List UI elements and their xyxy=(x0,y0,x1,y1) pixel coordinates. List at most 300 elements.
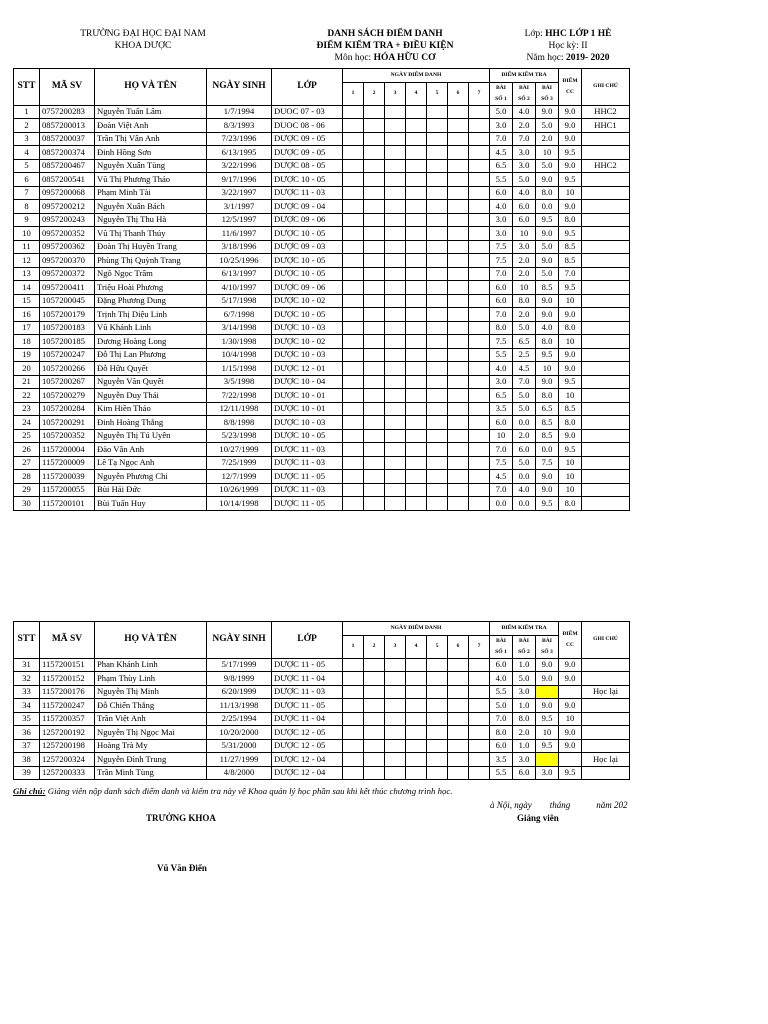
cell-attendance-day-3 xyxy=(385,200,406,214)
cell-attendance-day-1 xyxy=(343,753,364,767)
cell-test-1: 5.5 xyxy=(490,173,513,187)
cell-cc: 9.0 xyxy=(559,348,582,362)
table-row xyxy=(14,753,630,767)
cell-attendance-day-4 xyxy=(406,267,427,281)
cell-attendance-day-4 xyxy=(406,227,427,241)
cell-attendance-day-3 xyxy=(385,119,406,133)
cell-test-3: 5.0 xyxy=(536,267,559,281)
cell-test-3: 8.5 xyxy=(536,416,559,430)
cell-test-3: 0.0 xyxy=(536,443,559,457)
cell-cc: 9.0 xyxy=(559,308,582,322)
cell-class: DƯỢC 11 - 03 xyxy=(272,685,343,699)
date-year: năm 202 xyxy=(596,800,628,810)
cell-dob: 3/14/1998 xyxy=(207,321,272,335)
cell-attendance-day-1 xyxy=(343,105,364,119)
cell-dob: 6/7/1998 xyxy=(207,308,272,322)
cell-attendance-day-2 xyxy=(364,726,385,740)
cell-attendance-day-1 xyxy=(343,335,364,349)
cell-test-2: 8.0 xyxy=(513,294,536,308)
cell-note xyxy=(582,739,630,753)
col-day-2: 2 xyxy=(364,82,385,105)
cell-dob: 10/26/1999 xyxy=(207,483,272,497)
cell-test-1: 6.0 xyxy=(490,658,513,672)
cell-class: DƯỢC 10 - 05 xyxy=(272,308,343,322)
table-row xyxy=(14,658,630,672)
cell-attendance-day-4 xyxy=(406,483,427,497)
col-day-4: 4 xyxy=(406,635,427,658)
cell-dob: 3/1/1997 xyxy=(207,200,272,214)
cell-test-3: 4.0 xyxy=(536,321,559,335)
table-row xyxy=(14,321,630,335)
cell-test-3: 9.0 xyxy=(536,699,559,713)
cell-test-1: 4.0 xyxy=(490,672,513,686)
col-test-2 xyxy=(513,635,536,658)
cell-note: HHC1 xyxy=(582,119,630,133)
table-row xyxy=(14,267,630,281)
cell-full-name: Đặng Phương Dung xyxy=(95,294,207,308)
cell-test-3: 9.0 xyxy=(536,173,559,187)
cell-full-name: Nguyễn Xuân Tùng xyxy=(95,159,207,173)
cell-student-id: 0957200411 xyxy=(40,281,95,295)
cell-stt: 36 xyxy=(14,726,40,740)
cell-student-id: 0957200068 xyxy=(40,186,95,200)
cell-attendance-day-7 xyxy=(469,456,490,470)
cell-attendance-day-1 xyxy=(343,483,364,497)
col-day-1: 1 xyxy=(343,82,364,105)
table-row xyxy=(14,119,630,133)
table-row xyxy=(14,200,630,214)
cell-attendance-day-5 xyxy=(427,267,448,281)
cell-attendance-day-3 xyxy=(385,362,406,376)
cell-note xyxy=(582,294,630,308)
cell-class: DƯỢC 09 - 06 xyxy=(272,213,343,227)
cell-test-1: 4.0 xyxy=(490,362,513,376)
cell-note xyxy=(582,443,630,457)
cell-attendance-day-1 xyxy=(343,389,364,403)
col-test-1 xyxy=(490,82,513,105)
cell-test-1: 3.0 xyxy=(490,213,513,227)
cell-attendance-day-6 xyxy=(448,335,469,349)
cell-note xyxy=(582,699,630,713)
cell-stt: 7 xyxy=(14,186,40,200)
cell-attendance-day-1 xyxy=(343,739,364,753)
cell-attendance-day-5 xyxy=(427,146,448,160)
cell-student-id: 0957200372 xyxy=(40,267,95,281)
cell-attendance-day-7 xyxy=(469,672,490,686)
cell-cc: 9.0 xyxy=(559,658,582,672)
cell-attendance-day-5 xyxy=(427,362,448,376)
cell-attendance-day-4 xyxy=(406,375,427,389)
cell-attendance-day-3 xyxy=(385,132,406,146)
cell-dob: 2/25/1994 xyxy=(207,712,272,726)
cell-attendance-day-6 xyxy=(448,227,469,241)
cell-full-name: Đinh Hồng Sơn xyxy=(95,146,207,160)
cell-stt: 6 xyxy=(14,173,40,187)
cell-stt: 5 xyxy=(14,159,40,173)
cell-test-1: 7.0 xyxy=(490,267,513,281)
lecturer-title: Giảng viên xyxy=(517,813,559,823)
year-label: Năm học: xyxy=(526,53,564,63)
cell-stt: 9 xyxy=(14,213,40,227)
cell-test-3: 9.5 xyxy=(536,348,559,362)
cell-test-1: 3.5 xyxy=(490,402,513,416)
cell-class: DƯỢC 10 - 01 xyxy=(272,389,343,403)
table-row xyxy=(14,456,630,470)
cell-attendance-day-6 xyxy=(448,186,469,200)
cell-attendance-day-5 xyxy=(427,321,448,335)
cell-test-1: 6.0 xyxy=(490,416,513,430)
cell-attendance-day-2 xyxy=(364,470,385,484)
cell-test-3: 7.5 xyxy=(536,456,559,470)
cell-test-1: 5.0 xyxy=(490,699,513,713)
cell-attendance-day-7 xyxy=(469,753,490,767)
cell-test-2: 2.0 xyxy=(513,254,536,268)
table-2-header xyxy=(14,622,630,659)
cell-attendance-day-2 xyxy=(364,753,385,767)
year-value: 2019- 2020 xyxy=(566,53,610,63)
cell-cc: 9.0 xyxy=(559,159,582,173)
cell-attendance-day-7 xyxy=(469,105,490,119)
cell-note xyxy=(582,281,630,295)
cell-attendance-day-1 xyxy=(343,456,364,470)
cell-attendance-day-6 xyxy=(448,132,469,146)
cell-attendance-day-6 xyxy=(448,321,469,335)
cell-attendance-day-2 xyxy=(364,658,385,672)
cell-class: DƯỢC 11 - 03 xyxy=(272,456,343,470)
cell-attendance-day-2 xyxy=(364,766,385,780)
cell-attendance-day-2 xyxy=(364,105,385,119)
cell-attendance-day-1 xyxy=(343,321,364,335)
faculty-name: KHOA DƯỢC xyxy=(114,41,172,51)
cell-cc: 9.0 xyxy=(559,119,582,133)
cell-stt: 12 xyxy=(14,254,40,268)
cell-stt: 14 xyxy=(14,281,40,295)
cell-test-2: 1.0 xyxy=(513,739,536,753)
cell-stt: 29 xyxy=(14,483,40,497)
cell-note xyxy=(582,213,630,227)
cell-attendance-day-2 xyxy=(364,308,385,322)
cell-attendance-day-6 xyxy=(448,456,469,470)
col-day-2: 2 xyxy=(364,635,385,658)
cell-cc: 8.0 xyxy=(559,416,582,430)
table-row xyxy=(14,335,630,349)
cell-stt: 23 xyxy=(14,402,40,416)
cell-stt: 13 xyxy=(14,267,40,281)
class-value: HHC LỚP 1 HÈ xyxy=(545,29,612,39)
cell-attendance-day-2 xyxy=(364,173,385,187)
cell-class: DƯỢC 12 - 04 xyxy=(272,753,343,767)
cell-attendance-day-1 xyxy=(343,281,364,295)
cell-stt: 27 xyxy=(14,456,40,470)
cell-note xyxy=(582,416,630,430)
cell-stt: 8 xyxy=(14,200,40,214)
col-note: GHI CHÚ xyxy=(582,622,630,659)
cell-attendance-day-4 xyxy=(406,146,427,160)
cell-attendance-day-5 xyxy=(427,294,448,308)
cell-attendance-day-4 xyxy=(406,699,427,713)
cell-attendance-day-5 xyxy=(427,739,448,753)
cell-test-3: 5.0 xyxy=(536,119,559,133)
cell-note xyxy=(582,402,630,416)
cell-cc: 8.5 xyxy=(559,240,582,254)
cell-note xyxy=(582,712,630,726)
cell-attendance-day-3 xyxy=(385,766,406,780)
table-row xyxy=(14,497,630,511)
cell-student-id: 1157200176 xyxy=(40,685,95,699)
test-label-line-1: BÀI xyxy=(542,637,552,644)
cell-attendance-day-4 xyxy=(406,416,427,430)
cell-attendance-day-4 xyxy=(406,456,427,470)
cell-attendance-day-2 xyxy=(364,200,385,214)
cell-test-2: 2.0 xyxy=(513,726,536,740)
cell-attendance-day-4 xyxy=(406,281,427,295)
class-line xyxy=(488,28,648,40)
cell-test-2: 4.5 xyxy=(513,362,536,376)
cell-attendance-day-6 xyxy=(448,348,469,362)
cell-attendance-day-4 xyxy=(406,658,427,672)
cell-test-1: 7.5 xyxy=(490,335,513,349)
cell-note xyxy=(582,254,630,268)
cell-attendance-day-6 xyxy=(448,672,469,686)
cell-attendance-day-2 xyxy=(364,375,385,389)
cell-attendance-day-5 xyxy=(427,186,448,200)
cell-full-name: Trần Minh Tùng xyxy=(95,766,207,780)
cell-attendance-day-1 xyxy=(343,267,364,281)
cell-cc: 9.0 xyxy=(559,739,582,753)
table-row xyxy=(14,173,630,187)
cell-test-3: 5.0 xyxy=(536,240,559,254)
cell-attendance-day-2 xyxy=(364,348,385,362)
col-cc xyxy=(559,622,582,659)
cell-test-3: 9.5 xyxy=(536,213,559,227)
cell-class: DƯỢC 10 - 03 xyxy=(272,321,343,335)
cell-cc: 9.5 xyxy=(559,766,582,780)
cell-attendance-day-1 xyxy=(343,429,364,443)
cell-attendance-day-3 xyxy=(385,685,406,699)
cell-cc: 9.0 xyxy=(559,105,582,119)
cell-class: DƯỢC 10 - 05 xyxy=(272,267,343,281)
cell-full-name: Triệu Hoài Phương xyxy=(95,281,207,295)
cell-dob: 12/5/1997 xyxy=(207,213,272,227)
cell-attendance-day-4 xyxy=(406,402,427,416)
cell-note xyxy=(582,375,630,389)
cell-cc: 10 xyxy=(559,186,582,200)
cell-attendance-day-3 xyxy=(385,308,406,322)
cell-full-name: Phạm Thùy Linh xyxy=(95,672,207,686)
cell-class: DƯỢC 11 - 04 xyxy=(272,672,343,686)
cell-student-id: 0857200374 xyxy=(40,146,95,160)
cell-attendance-day-5 xyxy=(427,685,448,699)
col-day-4: 4 xyxy=(406,82,427,105)
cell-dob: 8/3/1993 xyxy=(207,119,272,133)
cell-test-2: 0.0 xyxy=(513,416,536,430)
cell-attendance-day-1 xyxy=(343,443,364,457)
cell-dob: 8/8/1998 xyxy=(207,416,272,430)
cell-attendance-day-7 xyxy=(469,227,490,241)
cell-attendance-day-3 xyxy=(385,429,406,443)
cell-test-1: 3.0 xyxy=(490,375,513,389)
cell-dob: 1/15/1998 xyxy=(207,362,272,376)
col-stt: STT xyxy=(14,622,40,659)
cell-class: DƯỢC 12 - 01 xyxy=(272,362,343,376)
cell-attendance-day-7 xyxy=(469,294,490,308)
cell-attendance-day-7 xyxy=(469,362,490,376)
table-row xyxy=(14,699,630,713)
cell-class: DƯỢC 10 - 02 xyxy=(272,335,343,349)
cell-test-1: 7.0 xyxy=(490,483,513,497)
cell-full-name: Đỗ Thị Lan Phương xyxy=(95,348,207,362)
cell-attendance-day-6 xyxy=(448,308,469,322)
cell-student-id: 1057200247 xyxy=(40,348,95,362)
cell-full-name: Phùng Thị Quỳnh Trang xyxy=(95,254,207,268)
col-attendance-group: NGÀY ĐIỂM DANH xyxy=(343,69,490,83)
cell-attendance-day-2 xyxy=(364,254,385,268)
cell-test-1: 3.0 xyxy=(490,119,513,133)
cell-test-1: 7.0 xyxy=(490,308,513,322)
cell-stt: 39 xyxy=(14,766,40,780)
cell-attendance-day-5 xyxy=(427,753,448,767)
cell-stt: 1 xyxy=(14,105,40,119)
cell-attendance-day-1 xyxy=(343,173,364,187)
cell-note xyxy=(582,497,630,511)
cell-test-2: 6.0 xyxy=(513,766,536,780)
cell-attendance-day-6 xyxy=(448,712,469,726)
cell-attendance-day-7 xyxy=(469,267,490,281)
table-row xyxy=(14,685,630,699)
cell-attendance-day-6 xyxy=(448,402,469,416)
cell-attendance-day-4 xyxy=(406,119,427,133)
cell-attendance-day-2 xyxy=(364,389,385,403)
cell-attendance-day-6 xyxy=(448,443,469,457)
cell-attendance-day-2 xyxy=(364,739,385,753)
cell-test-2: 5.0 xyxy=(513,672,536,686)
table-row xyxy=(14,712,630,726)
cell-attendance-day-3 xyxy=(385,186,406,200)
cell-cc xyxy=(559,685,582,699)
cell-attendance-day-1 xyxy=(343,146,364,160)
cell-attendance-day-1 xyxy=(343,254,364,268)
cell-stt: 31 xyxy=(14,658,40,672)
cell-attendance-day-1 xyxy=(343,240,364,254)
doc-title: DANH SÁCH ĐIỂM DANH xyxy=(327,29,443,39)
cell-attendance-day-7 xyxy=(469,146,490,160)
cell-attendance-day-7 xyxy=(469,416,490,430)
cell-attendance-day-4 xyxy=(406,159,427,173)
cell-attendance-day-7 xyxy=(469,389,490,403)
cell-attendance-day-7 xyxy=(469,726,490,740)
cell-attendance-day-3 xyxy=(385,335,406,349)
cell-stt: 34 xyxy=(14,699,40,713)
cell-attendance-day-4 xyxy=(406,254,427,268)
cell-test-2: 7.0 xyxy=(513,375,536,389)
cell-attendance-day-3 xyxy=(385,173,406,187)
cell-attendance-day-3 xyxy=(385,416,406,430)
cell-class: DƯỢC 10 - 03 xyxy=(272,416,343,430)
cell-attendance-day-6 xyxy=(448,726,469,740)
cell-student-id: 0857200013 xyxy=(40,119,95,133)
table-row xyxy=(14,726,630,740)
cell-test-3: 9.0 xyxy=(536,672,559,686)
cell-cc: 9.0 xyxy=(559,362,582,376)
cell-student-id: 1057200267 xyxy=(40,375,95,389)
footer-note-text: Giảng viên nộp danh sách điểm danh và kiểm tra này về Khoa quản lý học phần sau khi kết thúc chương trình học. xyxy=(45,786,453,796)
cell-class: DƯỢC 11 - 05 xyxy=(272,699,343,713)
table-row xyxy=(14,240,630,254)
cell-attendance-day-6 xyxy=(448,483,469,497)
cell-test-1: 8.0 xyxy=(490,321,513,335)
cell-attendance-day-6 xyxy=(448,739,469,753)
cell-full-name: Đỗ Chiến Thắng xyxy=(95,699,207,713)
cell-attendance-day-2 xyxy=(364,240,385,254)
dean-title: TRƯỞNG KHOA xyxy=(146,813,216,823)
cell-full-name: Phan Khánh Linh xyxy=(95,658,207,672)
cell-attendance-day-6 xyxy=(448,267,469,281)
cell-cc: 9.0 xyxy=(559,672,582,686)
col-day-5: 5 xyxy=(427,635,448,658)
cell-test-3: 9.5 xyxy=(536,497,559,511)
cell-cc: 9.5 xyxy=(559,443,582,457)
cell-attendance-day-5 xyxy=(427,159,448,173)
cell-note xyxy=(582,389,630,403)
cell-student-id: 0857200037 xyxy=(40,132,95,146)
cell-dob: 10/25/1996 xyxy=(207,254,272,268)
cell-attendance-day-4 xyxy=(406,739,427,753)
cell-attendance-day-7 xyxy=(469,335,490,349)
table-row xyxy=(14,281,630,295)
table-row xyxy=(14,739,630,753)
cell-attendance-day-3 xyxy=(385,267,406,281)
cell-class: DƯỢC 09 - 05 xyxy=(272,146,343,160)
cell-dob: 7/22/1998 xyxy=(207,389,272,403)
cell-attendance-day-7 xyxy=(469,739,490,753)
cell-note xyxy=(582,267,630,281)
cell-test-2: 2.0 xyxy=(513,267,536,281)
cell-note xyxy=(582,321,630,335)
cell-cc: 8.0 xyxy=(559,497,582,511)
cell-test-1: 4.0 xyxy=(490,200,513,214)
cell-full-name: Trần Việt Anh xyxy=(95,712,207,726)
cell-note xyxy=(582,335,630,349)
cell-student-id: 1157200151 xyxy=(40,658,95,672)
cell-test-3: 9.0 xyxy=(536,308,559,322)
cc-label-1: ĐIỂM xyxy=(562,77,578,84)
cell-attendance-day-4 xyxy=(406,294,427,308)
cell-cc: 10 xyxy=(559,335,582,349)
cell-attendance-day-3 xyxy=(385,389,406,403)
table-row xyxy=(14,254,630,268)
cell-attendance-day-5 xyxy=(427,402,448,416)
cell-attendance-day-3 xyxy=(385,146,406,160)
cell-stt: 37 xyxy=(14,739,40,753)
col-test-3 xyxy=(536,82,559,105)
cell-attendance-day-2 xyxy=(364,227,385,241)
col-cc xyxy=(559,69,582,106)
cell-attendance-day-4 xyxy=(406,726,427,740)
cell-dob: 6/20/1999 xyxy=(207,685,272,699)
cell-test-1: 7.5 xyxy=(490,254,513,268)
cell-note: Học lại xyxy=(582,685,630,699)
cell-attendance-day-5 xyxy=(427,173,448,187)
cell-attendance-day-4 xyxy=(406,685,427,699)
col-day-7: 7 xyxy=(469,635,490,658)
cell-attendance-day-7 xyxy=(469,470,490,484)
cell-class: DƯỢC 09 - 03 xyxy=(272,240,343,254)
cell-attendance-day-1 xyxy=(343,712,364,726)
date-place: à Nội, ngày xyxy=(490,800,532,810)
cell-note xyxy=(582,227,630,241)
cell-dob: 10/14/1998 xyxy=(207,497,272,511)
col-class: LỚP xyxy=(272,622,343,659)
